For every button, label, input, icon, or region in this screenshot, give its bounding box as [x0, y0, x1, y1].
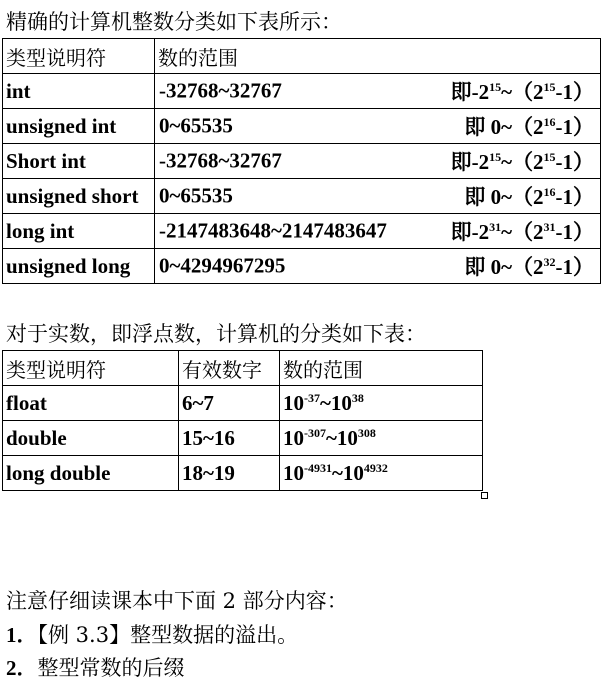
table-resize-handle[interactable]: [481, 492, 488, 499]
significant-digits-cell: 18~19: [179, 456, 280, 491]
header-type-specifier: 类型说明符: [3, 39, 155, 74]
type-specifier-cell: Short int: [3, 144, 155, 179]
range-formula: 即 $0\sim(2^{16}-1)$: [464, 115, 594, 139]
value-range-cell: [155, 179, 601, 214]
table-row: [3, 109, 601, 144]
type-specifier-cell: unsigned int: [3, 109, 155, 144]
range-value: -32768~32767: [159, 148, 282, 173]
range-value: 0~4294967295: [159, 253, 286, 278]
note-item-number: 2．: [6, 656, 38, 680]
header-significant-digits: 有效数字: [179, 351, 280, 386]
integer-types-table: [2, 38, 601, 284]
table-row: [3, 179, 601, 214]
type-specifier-cell: unsigned short: [3, 179, 155, 214]
table-header-row: [3, 351, 483, 386]
note-item-text: 【例 3.3】整型数据的溢出。: [37, 623, 299, 647]
header-type-specifier: 类型说明符: [3, 351, 179, 386]
significant-digits-cell: 15~16: [179, 421, 280, 456]
table-row: [3, 74, 601, 109]
table-row: [3, 421, 483, 456]
type-specifier-cell: float: [3, 386, 179, 421]
range-formula: 即$-2^{31}\sim(2^{31}-1)$: [450, 220, 594, 244]
table-row: [3, 249, 601, 284]
table-row: [3, 214, 601, 249]
range-value: -32768~32767: [159, 78, 282, 103]
type-specifier-cell: long int: [3, 214, 155, 249]
value-range-cell: [155, 214, 601, 249]
table-row: [3, 144, 601, 179]
note-item-2: [6, 652, 185, 682]
range-value: -2147483648~2147483647: [159, 218, 387, 243]
header-value-range: 数的范围: [280, 351, 483, 386]
type-specifier-cell: int: [3, 74, 155, 109]
header-value-range: 数的范围: [155, 39, 601, 74]
type-specifier-cell: double: [3, 421, 179, 456]
float-types-table: [2, 350, 483, 491]
table-row: [3, 386, 483, 421]
significant-digits-cell: 6~7: [179, 386, 280, 421]
value-range-cell: $10^{-4931}\sim 10^{4932}$: [280, 456, 483, 491]
integer-table-heading: 精确的计算机整数分类如下表所示：: [6, 10, 342, 34]
value-range-cell: $10^{-307}\sim 10^{308}$: [280, 421, 483, 456]
value-range-cell: [155, 249, 601, 284]
note-item-1: [6, 619, 298, 649]
range-formula: 即$-2^{15}\sim(2^{15}-1)$: [450, 150, 594, 174]
value-range-cell: [155, 144, 601, 179]
range-formula: 即$-2^{15}\sim(2^{15}-1)$: [450, 80, 594, 104]
table-row: [3, 456, 483, 491]
note-item-text: 整型常数的后缀: [37, 656, 185, 680]
notes-intro-text: 注意仔细读课本中下面 2 部分内容：: [6, 589, 348, 613]
type-specifier-cell: unsigned long: [3, 249, 155, 284]
value-range-cell: [155, 109, 601, 144]
value-range-cell: [155, 74, 601, 109]
range-value: 0~65535: [159, 113, 233, 138]
value-range-cell: $10^{-37}\sim 10^{38}$: [280, 386, 483, 421]
range-value: 0~65535: [159, 183, 233, 208]
table-header-row: [3, 39, 601, 74]
float-table-heading: 对于实数，即浮点数，计算机的分类如下表：: [6, 322, 426, 346]
range-formula: 即 $0\sim(2^{16}-1)$: [464, 185, 594, 209]
range-formula: 即 $0\sim(2^{32}-1)$: [464, 255, 594, 279]
notes-intro: [6, 585, 348, 615]
note-item-number: 1．: [6, 623, 38, 647]
type-specifier-cell: long double: [3, 456, 179, 491]
